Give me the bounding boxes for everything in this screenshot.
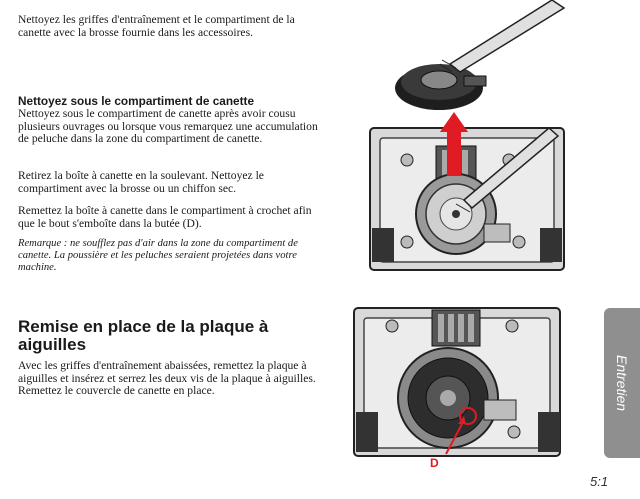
paragraph-clean-under: Nettoyez sous le compartiment de canette après avoir cousu plusieurs ouvrages ou lorsque vous remarquez une accumulation de peluche dans la zone du compartiment de canette. [18,107,318,146]
heading-replace-needle-plate: Remise en place de la plaque à aiguilles [18,317,269,354]
heading-clean-under-bobbin: Nettoyez sous le compartiment de canette [18,94,255,108]
paragraph-replace-needle-plate: Avec les griffes d'entraînement abaissées, remettez la plaque à aiguilles et insérez et serrez les deux vis de la plaque à aiguilles. Remettez le couvercle de canette en place. [18,359,316,398]
paragraph-remove-bobbin-case: Retirez la boîte à canette en la soulevant. Nettoyez le compartiment avec la brosse ou un chiffon sec. [18,169,264,195]
bobbin-reinsert-illustration [344,306,569,476]
label-d: D [430,456,439,470]
page-number: 5:1 [590,474,609,489]
side-tab-label: Entretien [614,354,630,412]
remark-paragraph: Remarque : ne soufflez pas d'air dans la zone du compartiment de canette. La poussière et les peluches seraient projetées dans votre machine. [18,238,298,273]
intro-paragraph: Nettoyez les griffes d'entraînement et le compartiment de la canette avec la brosse fournie dans les accessoires. [18,13,295,39]
section-side-tab [604,308,640,458]
bobbin-cleaning-illustration [344,0,569,272]
paragraph-reinsert-bobbin-case: Remettez la boîte à canette dans le compartiment à crochet afin que le bout s'emboîte dans la butée (D). [18,204,312,230]
